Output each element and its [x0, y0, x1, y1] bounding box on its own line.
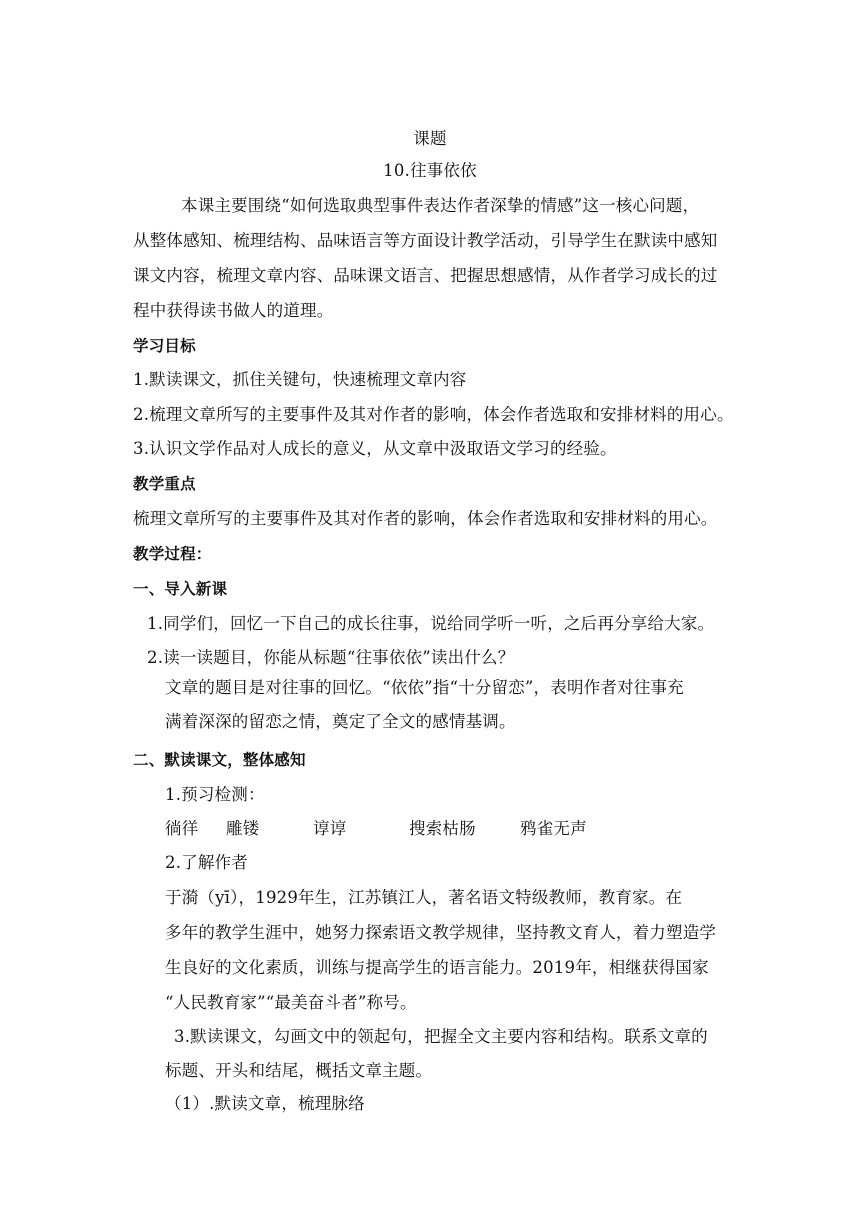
- objective-3: 3.认识文学作品对人成长的意义，从文章中汲取语文学习的经验。: [133, 439, 617, 458]
- task3-line-2: 标题、开头和结尾，概括文章主题。: [165, 1061, 433, 1080]
- section1-answer-line-2: 满着深深的留恋之情，奠定了全文的感情基调。: [165, 712, 516, 731]
- focus-text: 梳理文章所写的主要事件及其对作者的影响，体会作者选取和安排材料的用心。: [133, 509, 718, 528]
- author-bio-line-2: 多年的教学生涯中，她努力探索语文教学规律，坚持教文育人，着力塑造学: [165, 923, 717, 942]
- objective-1: 1.默读课文，抓住关键句，快速梳理文章内容: [133, 370, 467, 389]
- author-bio-line-4: “人民教育家”“最美奋斗者”称号。: [165, 993, 417, 1012]
- vocab-word: 徜徉: [165, 819, 199, 838]
- task3-line-1: 3.默读课文，勾画文中的领起句，把握全文主要内容和结构。联系文章的: [174, 1027, 708, 1046]
- section1-heading: 一、导入新课: [133, 580, 228, 598]
- section1-item-2: 2.读一读题目，你能从标题“往事依依”读出什么？: [147, 648, 515, 667]
- section1-answer-line-1: 文章的题目是对往事的回忆。“依依”指“十分留恋”，表明作者对往事充: [165, 678, 684, 697]
- vocab-list: [0, 817, 860, 841]
- lesson-label: 课题: [413, 129, 447, 148]
- intro-line-2: 从整体感知、梳理结构、品味语言等方面设计教学活动，引导学生在默读中感知: [133, 231, 718, 250]
- author-bio-line-1: 于漪（yī），1929年生，江苏镇江人，著名语文特级教师，教育家。在: [165, 888, 683, 907]
- process-heading: 教学过程：: [133, 545, 212, 563]
- section2-heading: 二、默读课文，整体感知: [133, 751, 306, 769]
- preview-label: 1.预习检测：: [165, 785, 265, 804]
- intro-line-3: 课文内容，梳理文章内容、品味课文语言、把握思想感情，从作者学习成长的过: [133, 266, 718, 285]
- subtask-1: （1）.默读文章，梳理脉络: [165, 1094, 365, 1113]
- lesson-title: 10.往事依依: [383, 161, 477, 180]
- author-bio-line-3: 生良好的文化素质，训练与提高学生的语言能力。2019年，相继获得国家: [165, 958, 709, 977]
- intro-line-1: 本课主要围绕“如何选取典型事件表达作者深挚的情感”这一核心问题，: [181, 196, 700, 215]
- section1-item-1: 1.同学们，回忆一下自己的成长往事，说给同学听一听，之后再分享给大家。: [147, 614, 715, 633]
- vocab-word: 谆谆: [313, 819, 347, 838]
- vocab-word: 雕镂: [226, 819, 260, 838]
- focus-heading: 教学重点: [133, 475, 196, 493]
- vocab-word: 鸦雀无声: [520, 819, 587, 838]
- vocab-word: 搜索枯肠: [409, 819, 476, 838]
- author-label: 2.了解作者: [165, 853, 248, 872]
- objectives-heading: 学习目标: [133, 337, 196, 355]
- intro-line-4: 程中获得读书做人的道理。: [133, 301, 334, 320]
- objective-2: 2.梳理文章所写的主要事件及其对作者的影响，体会作者选取和安排材料的用心。: [133, 405, 734, 424]
